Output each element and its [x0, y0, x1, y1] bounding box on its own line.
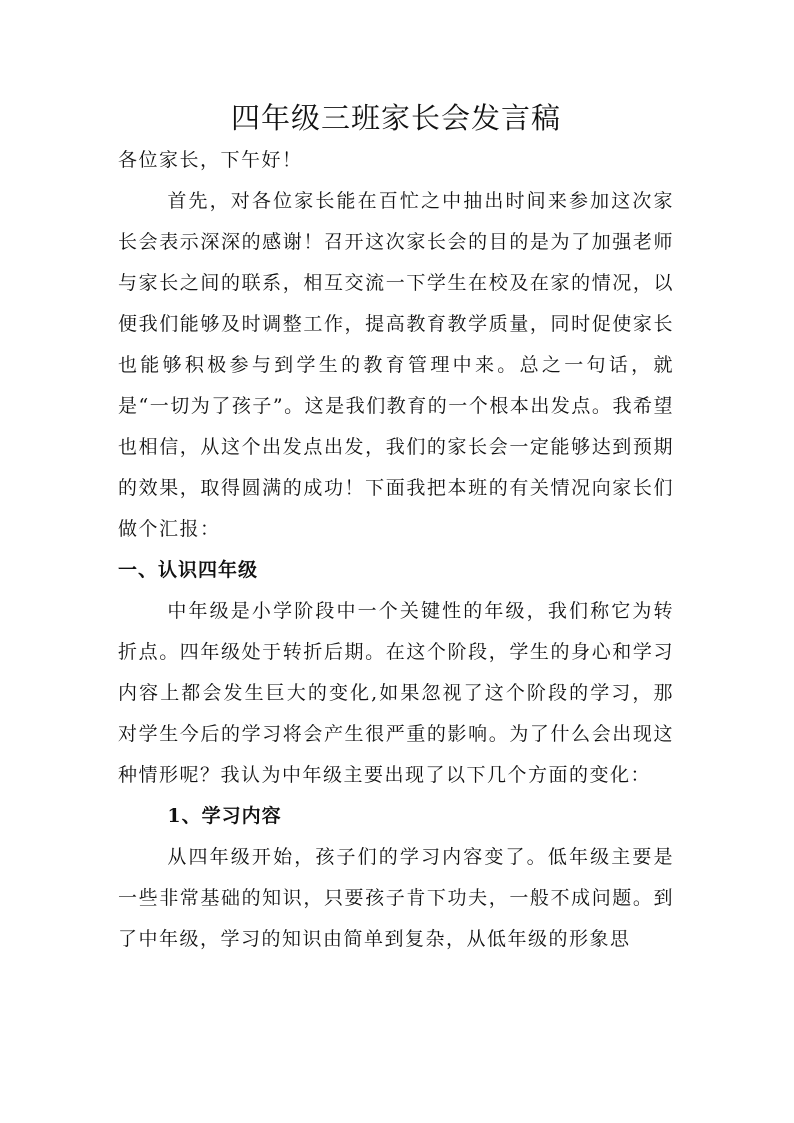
- subsection-paragraph-learning-content: 从四年级开始，孩子们的学习内容变了。低年级主要是一些非常基础的知识，只要孩子肯下功夫，一般不成问题。到了中年级，学习的知识由简单到复杂，从低年级的形象思: [118, 846, 674, 950]
- greeting-text: 各位家长，下午好！: [118, 149, 303, 171]
- section-paragraph-grade-four: 中年级是小学阶段中一个关键性的年级，我们称它为转折点。四年级处于转折后期。在这个阶段，学生的身心和学习内容上都会发生巨大的变化,如果忽视了这个阶段的学习，那对学生今后的学习将会产生很严重的影响。为了什么会出现这种情形呢？我认为中年级主要出现了以下几个方面的变化：: [118, 600, 674, 786]
- intro-paragraph: 首先，对各位家长能在百忙之中抽出时间来参加这次家长会表示深深的感谢！召开这次家长会的目的是为了加强老师与家长之间的联系，相互交流一下学生在校及在家的情况，以便我们能够及时调整工作，提高教育教学质量，同时促使家长也能够积极参与到学生的教育管理中来。总之一句话，就是“一切为了孩子”。这是我们教育的一个根本出发点。我希望也相信，从这个出发点出发，我们的家长会一定能够达到预期的效果，取得圆满的成功！下面我把本班的有关情况向家长们做个汇报：: [118, 190, 674, 540]
- section-heading-know-grade-four: 一、认识四年级: [118, 559, 259, 581]
- document-page: [118, 96, 674, 960]
- subsection-heading-learning-content: 1、学习内容: [167, 805, 282, 827]
- document-title: 四年级三班家长会发言稿: [230, 101, 561, 135]
